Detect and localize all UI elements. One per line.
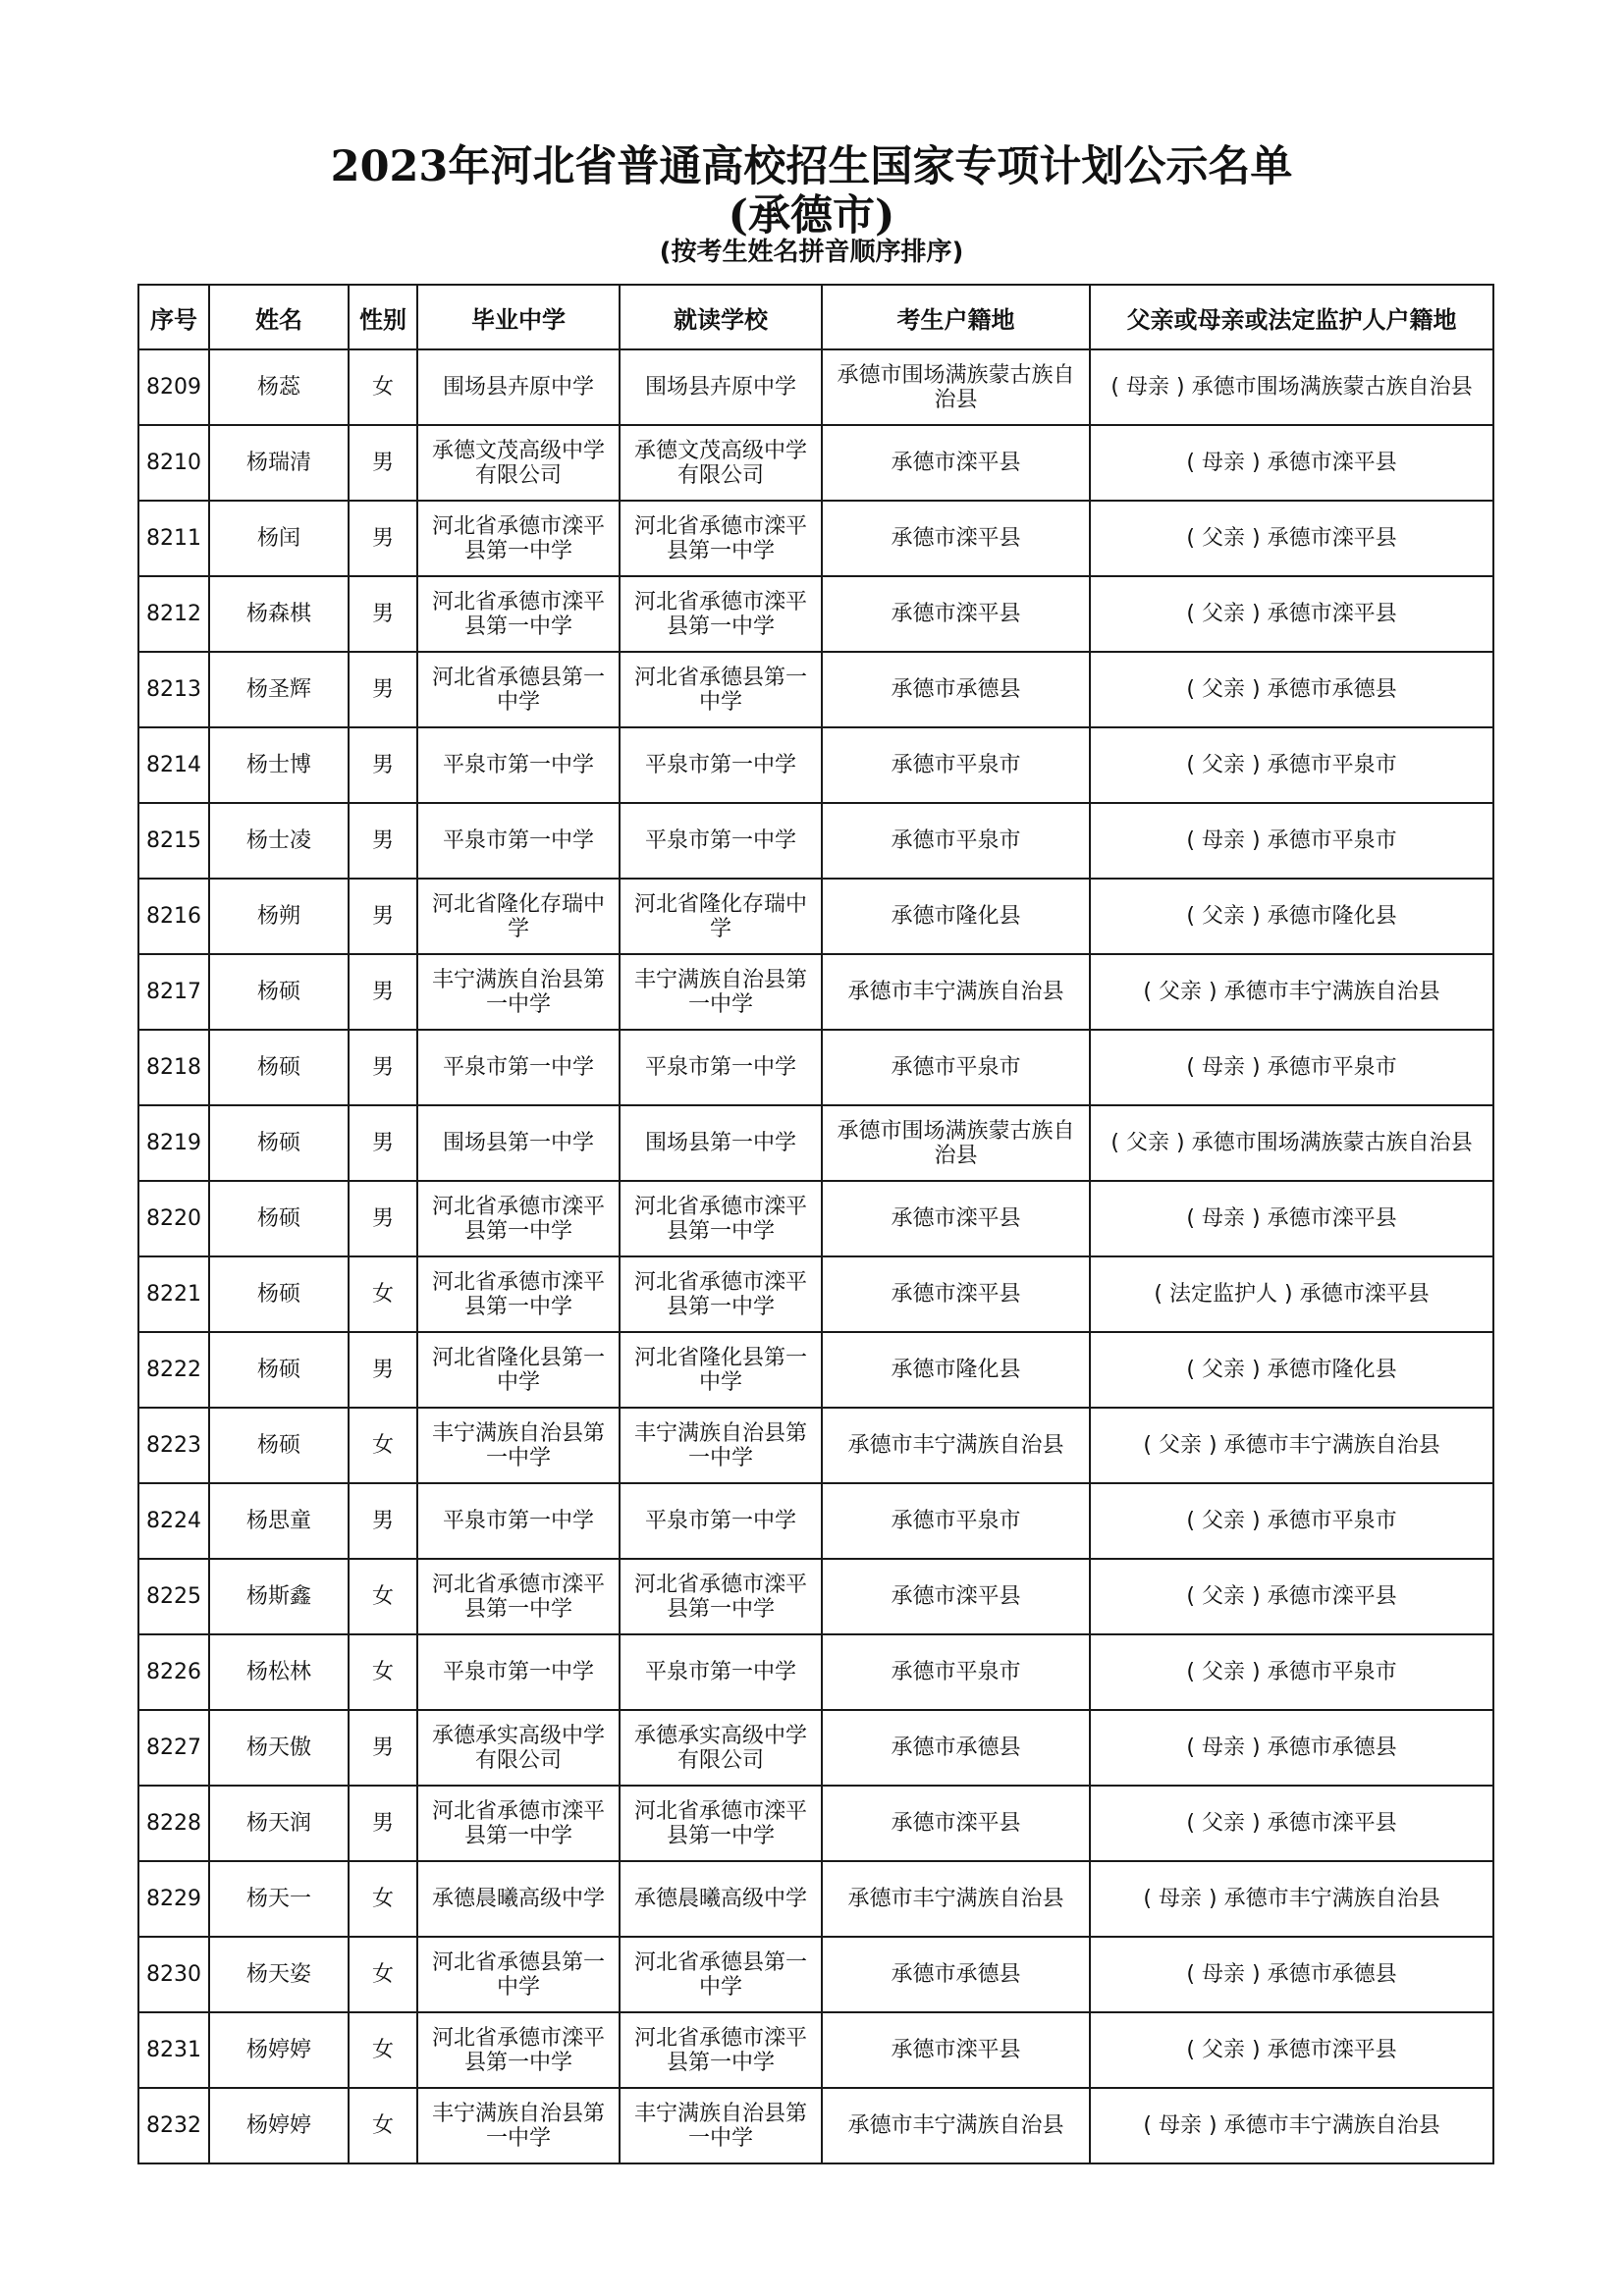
current-school-cell: 河北省承德市滦平县第一中学: [620, 1181, 822, 1256]
seq-cell: 8212: [138, 576, 209, 652]
name-cell: 杨蕊: [209, 349, 349, 425]
gender-cell: 男: [349, 1332, 417, 1408]
guardian-registration-cell: ( 父亲 ) 承德市滦平县: [1090, 576, 1493, 652]
gender-cell: 女: [349, 349, 417, 425]
current-school-cell: 平泉市第一中学: [620, 803, 822, 879]
table-row: [138, 1559, 1493, 1634]
gender-cell: 男: [349, 954, 417, 1030]
household-registration-cell: 承德市滦平县: [822, 1256, 1090, 1332]
name-cell: 杨天姿: [209, 1937, 349, 2012]
seq-cell: 8221: [138, 1256, 209, 1332]
name-cell: 杨思童: [209, 1483, 349, 1559]
table-row: [138, 954, 1493, 1030]
name-cell: 杨朔: [209, 879, 349, 954]
household-registration-cell: 承德市丰宁满族自治县: [822, 2088, 1090, 2163]
household-registration-cell: 承德市滦平县: [822, 1181, 1090, 1256]
gender-cell: 男: [349, 1710, 417, 1786]
seq-cell: 8224: [138, 1483, 209, 1559]
gender-cell: 男: [349, 501, 417, 576]
table-row: [138, 501, 1493, 576]
table-row: [138, 1710, 1493, 1786]
gender-cell: 男: [349, 652, 417, 727]
current-school-cell: 河北省承德市滦平县第一中学: [620, 1559, 822, 1634]
current-school-cell: 平泉市第一中学: [620, 1483, 822, 1559]
seq-cell: 8210: [138, 425, 209, 501]
current-school-cell: 河北省隆化县第一中学: [620, 1332, 822, 1408]
household-registration-cell: 承德市承德县: [822, 1710, 1090, 1786]
guardian-registration-cell: ( 父亲 ) 承德市承德县: [1090, 652, 1493, 727]
guardian-registration-cell: ( 母亲 ) 承德市围场满族蒙古族自治县: [1090, 349, 1493, 425]
graduation-school-cell: 承德文茂高级中学有限公司: [417, 425, 620, 501]
gender-cell: 女: [349, 2012, 417, 2088]
guardian-registration-cell: ( 父亲 ) 承德市平泉市: [1090, 727, 1493, 803]
gender-cell: 女: [349, 1634, 417, 1710]
guardian-registration-cell: ( 父亲 ) 承德市平泉市: [1090, 1483, 1493, 1559]
graduation-school-cell: 河北省承德市滦平县第一中学: [417, 501, 620, 576]
gender-cell: 男: [349, 1483, 417, 1559]
table-row: [138, 1030, 1493, 1105]
table-row: [138, 2012, 1493, 2088]
current-school-cell: 平泉市第一中学: [620, 1030, 822, 1105]
guardian-registration-cell: ( 父亲 ) 承德市滦平县: [1090, 501, 1493, 576]
column-header-seq: 序号: [138, 285, 209, 349]
household-registration-cell: 承德市平泉市: [822, 803, 1090, 879]
name-cell: 杨士凌: [209, 803, 349, 879]
gender-cell: 女: [349, 1256, 417, 1332]
gender-cell: 女: [349, 1408, 417, 1483]
household-registration-cell: 承德市丰宁满族自治县: [822, 954, 1090, 1030]
guardian-registration-cell: ( 母亲 ) 承德市承德县: [1090, 1710, 1493, 1786]
guardian-registration-cell: ( 父亲 ) 承德市隆化县: [1090, 1332, 1493, 1408]
seq-cell: 8214: [138, 727, 209, 803]
household-registration-cell: 承德市平泉市: [822, 1483, 1090, 1559]
graduation-school-cell: 河北省承德市滦平县第一中学: [417, 1181, 620, 1256]
graduation-school-cell: 围场县第一中学: [417, 1105, 620, 1181]
current-school-cell: 河北省承德市滦平县第一中学: [620, 1256, 822, 1332]
name-cell: 杨硕: [209, 1256, 349, 1332]
column-header-gender: 性别: [349, 285, 417, 349]
graduation-school-cell: 承德晨曦高级中学: [417, 1861, 620, 1937]
graduation-school-cell: 河北省承德市滦平县第一中学: [417, 576, 620, 652]
guardian-registration-cell: ( 母亲 ) 承德市平泉市: [1090, 1030, 1493, 1105]
seq-cell: 8209: [138, 349, 209, 425]
gender-cell: 女: [349, 1559, 417, 1634]
gender-cell: 男: [349, 1105, 417, 1181]
table-row: [138, 1181, 1493, 1256]
gender-cell: 男: [349, 727, 417, 803]
guardian-registration-cell: ( 父亲 ) 承德市丰宁满族自治县: [1090, 1408, 1493, 1483]
guardian-registration-cell: ( 母亲 ) 承德市承德县: [1090, 1937, 1493, 2012]
name-cell: 杨瑞清: [209, 425, 349, 501]
table-header-row: [138, 285, 1493, 349]
household-registration-cell: 承德市平泉市: [822, 1634, 1090, 1710]
guardian-registration-cell: ( 母亲 ) 承德市丰宁满族自治县: [1090, 2088, 1493, 2163]
seq-cell: 8229: [138, 1861, 209, 1937]
guardian-registration-cell: ( 母亲 ) 承德市平泉市: [1090, 803, 1493, 879]
gender-cell: 男: [349, 803, 417, 879]
table-row: [138, 879, 1493, 954]
name-cell: 杨硕: [209, 1105, 349, 1181]
household-registration-cell: 承德市隆化县: [822, 879, 1090, 954]
column-header-household-registration: 考生户籍地: [822, 285, 1090, 349]
gender-cell: 男: [349, 879, 417, 954]
household-registration-cell: 承德市滦平县: [822, 1786, 1090, 1861]
current-school-cell: 围场县第一中学: [620, 1105, 822, 1181]
guardian-registration-cell: ( 母亲 ) 承德市滦平县: [1090, 1181, 1493, 1256]
gender-cell: 女: [349, 1861, 417, 1937]
current-school-cell: 河北省承德市滦平县第一中学: [620, 576, 822, 652]
guardian-registration-cell: ( 父亲 ) 承德市围场满族蒙古族自治县: [1090, 1105, 1493, 1181]
name-cell: 杨森棋: [209, 576, 349, 652]
column-header-guardian-registration: 父亲或母亲或法定监护人户籍地: [1090, 285, 1493, 349]
table-row: [138, 1332, 1493, 1408]
current-school-cell: 河北省承德市滦平县第一中学: [620, 501, 822, 576]
current-school-cell: 丰宁满族自治县第一中学: [620, 2088, 822, 2163]
guardian-registration-cell: ( 父亲 ) 承德市丰宁满族自治县: [1090, 954, 1493, 1030]
graduation-school-cell: 丰宁满族自治县第一中学: [417, 2088, 620, 2163]
admission-list-table: [137, 284, 1494, 2164]
household-registration-cell: 承德市丰宁满族自治县: [822, 1861, 1090, 1937]
seq-cell: 8230: [138, 1937, 209, 2012]
household-registration-cell: 承德市围场满族蒙古族自治县: [822, 349, 1090, 425]
current-school-cell: 平泉市第一中学: [620, 727, 822, 803]
current-school-cell: 河北省承德市滦平县第一中学: [620, 1786, 822, 1861]
household-registration-cell: 承德市隆化县: [822, 1332, 1090, 1408]
current-school-cell: 河北省承德县第一中学: [620, 652, 822, 727]
graduation-school-cell: 丰宁满族自治县第一中学: [417, 1408, 620, 1483]
name-cell: 杨硕: [209, 954, 349, 1030]
seq-cell: 8225: [138, 1559, 209, 1634]
seq-cell: 8213: [138, 652, 209, 727]
name-cell: 杨士博: [209, 727, 349, 803]
table-row: [138, 1786, 1493, 1861]
graduation-school-cell: 河北省承德县第一中学: [417, 1937, 620, 2012]
table-row: [138, 1408, 1493, 1483]
table-row: [138, 727, 1493, 803]
guardian-registration-cell: ( 父亲 ) 承德市滦平县: [1090, 1559, 1493, 1634]
graduation-school-cell: 平泉市第一中学: [417, 1030, 620, 1105]
table-row: [138, 1861, 1493, 1937]
gender-cell: 男: [349, 1786, 417, 1861]
gender-cell: 男: [349, 425, 417, 501]
seq-cell: 8228: [138, 1786, 209, 1861]
table-row: [138, 1937, 1493, 2012]
household-registration-cell: 承德市滦平县: [822, 501, 1090, 576]
name-cell: 杨硕: [209, 1408, 349, 1483]
name-cell: 杨闰: [209, 501, 349, 576]
graduation-school-cell: 围场县卉原中学: [417, 349, 620, 425]
name-cell: 杨天润: [209, 1786, 349, 1861]
name-cell: 杨斯鑫: [209, 1559, 349, 1634]
name-cell: 杨圣辉: [209, 652, 349, 727]
current-school-cell: 承德文茂高级中学有限公司: [620, 425, 822, 501]
table-row: [138, 1634, 1493, 1710]
seq-cell: 8220: [138, 1181, 209, 1256]
name-cell: 杨硕: [209, 1332, 349, 1408]
table-row: [138, 803, 1493, 879]
name-cell: 杨硕: [209, 1030, 349, 1105]
household-registration-cell: 承德市滦平县: [822, 425, 1090, 501]
seq-cell: 8217: [138, 954, 209, 1030]
current-school-cell: 承德晨曦高级中学: [620, 1861, 822, 1937]
household-registration-cell: 承德市围场满族蒙古族自治县: [822, 1105, 1090, 1181]
graduation-school-cell: 河北省隆化县第一中学: [417, 1332, 620, 1408]
seq-cell: 8219: [138, 1105, 209, 1181]
guardian-registration-cell: ( 父亲 ) 承德市平泉市: [1090, 1634, 1493, 1710]
table-row: [138, 652, 1493, 727]
household-registration-cell: 承德市平泉市: [822, 727, 1090, 803]
current-school-cell: 围场县卉原中学: [620, 349, 822, 425]
household-registration-cell: 承德市平泉市: [822, 1030, 1090, 1105]
table-row: [138, 1105, 1493, 1181]
name-cell: 杨婷婷: [209, 2088, 349, 2163]
current-school-cell: 丰宁满族自治县第一中学: [620, 954, 822, 1030]
household-registration-cell: 承德市滦平县: [822, 2012, 1090, 2088]
seq-cell: 8215: [138, 803, 209, 879]
page-title: 2023年河北省普通高校招生国家专项计划公示名单: [330, 142, 1293, 191]
table-row: [138, 349, 1493, 425]
sort-note: (按考生姓名拼音顺序排序): [659, 238, 964, 267]
column-header-current-school: 就读学校: [620, 285, 822, 349]
seq-cell: 8211: [138, 501, 209, 576]
seq-cell: 8231: [138, 2012, 209, 2088]
graduation-school-cell: 平泉市第一中学: [417, 727, 620, 803]
household-registration-cell: 承德市丰宁满族自治县: [822, 1408, 1090, 1483]
guardian-registration-cell: ( 父亲 ) 承德市滦平县: [1090, 2012, 1493, 2088]
seq-cell: 8223: [138, 1408, 209, 1483]
graduation-school-cell: 承德承实高级中学有限公司: [417, 1710, 620, 1786]
seq-cell: 8218: [138, 1030, 209, 1105]
name-cell: 杨硕: [209, 1181, 349, 1256]
seq-cell: 8227: [138, 1710, 209, 1786]
gender-cell: 女: [349, 2088, 417, 2163]
seq-cell: 8226: [138, 1634, 209, 1710]
seq-cell: 8232: [138, 2088, 209, 2163]
graduation-school-cell: 河北省承德市滦平县第一中学: [417, 1559, 620, 1634]
page-subtitle: (承德市): [728, 191, 895, 240]
guardian-registration-cell: ( 父亲 ) 承德市滦平县: [1090, 1786, 1493, 1861]
column-header-graduation-school: 毕业中学: [417, 285, 620, 349]
table-row: [138, 2088, 1493, 2163]
household-registration-cell: 承德市承德县: [822, 1937, 1090, 2012]
table-row: [138, 425, 1493, 501]
current-school-cell: 丰宁满族自治县第一中学: [620, 1408, 822, 1483]
graduation-school-cell: 河北省承德市滦平县第一中学: [417, 2012, 620, 2088]
graduation-school-cell: 丰宁满族自治县第一中学: [417, 954, 620, 1030]
graduation-school-cell: 平泉市第一中学: [417, 1634, 620, 1710]
current-school-cell: 承德承实高级中学有限公司: [620, 1710, 822, 1786]
seq-cell: 8216: [138, 879, 209, 954]
graduation-school-cell: 河北省承德市滦平县第一中学: [417, 1786, 620, 1861]
guardian-registration-cell: ( 法定监护人 ) 承德市滦平县: [1090, 1256, 1493, 1332]
current-school-cell: 平泉市第一中学: [620, 1634, 822, 1710]
gender-cell: 男: [349, 576, 417, 652]
current-school-cell: 河北省承德县第一中学: [620, 1937, 822, 2012]
name-cell: 杨天傲: [209, 1710, 349, 1786]
household-registration-cell: 承德市滦平县: [822, 576, 1090, 652]
name-cell: 杨婷婷: [209, 2012, 349, 2088]
graduation-school-cell: 河北省隆化存瑞中学: [417, 879, 620, 954]
guardian-registration-cell: ( 父亲 ) 承德市隆化县: [1090, 879, 1493, 954]
graduation-school-cell: 河北省承德市滦平县第一中学: [417, 1256, 620, 1332]
table-row: [138, 1256, 1493, 1332]
current-school-cell: 河北省隆化存瑞中学: [620, 879, 822, 954]
table-row: [138, 576, 1493, 652]
gender-cell: 男: [349, 1030, 417, 1105]
seq-cell: 8222: [138, 1332, 209, 1408]
name-cell: 杨松林: [209, 1634, 349, 1710]
guardian-registration-cell: ( 母亲 ) 承德市丰宁满族自治县: [1090, 1861, 1493, 1937]
gender-cell: 男: [349, 1181, 417, 1256]
guardian-registration-cell: ( 母亲 ) 承德市滦平县: [1090, 425, 1493, 501]
column-header-name: 姓名: [209, 285, 349, 349]
table-body: [138, 349, 1493, 2163]
household-registration-cell: 承德市承德县: [822, 652, 1090, 727]
graduation-school-cell: 平泉市第一中学: [417, 803, 620, 879]
current-school-cell: 河北省承德市滦平县第一中学: [620, 2012, 822, 2088]
graduation-school-cell: 平泉市第一中学: [417, 1483, 620, 1559]
name-cell: 杨天一: [209, 1861, 349, 1937]
gender-cell: 女: [349, 1937, 417, 2012]
table-row: [138, 1483, 1493, 1559]
household-registration-cell: 承德市滦平县: [822, 1559, 1090, 1634]
graduation-school-cell: 河北省承德县第一中学: [417, 652, 620, 727]
